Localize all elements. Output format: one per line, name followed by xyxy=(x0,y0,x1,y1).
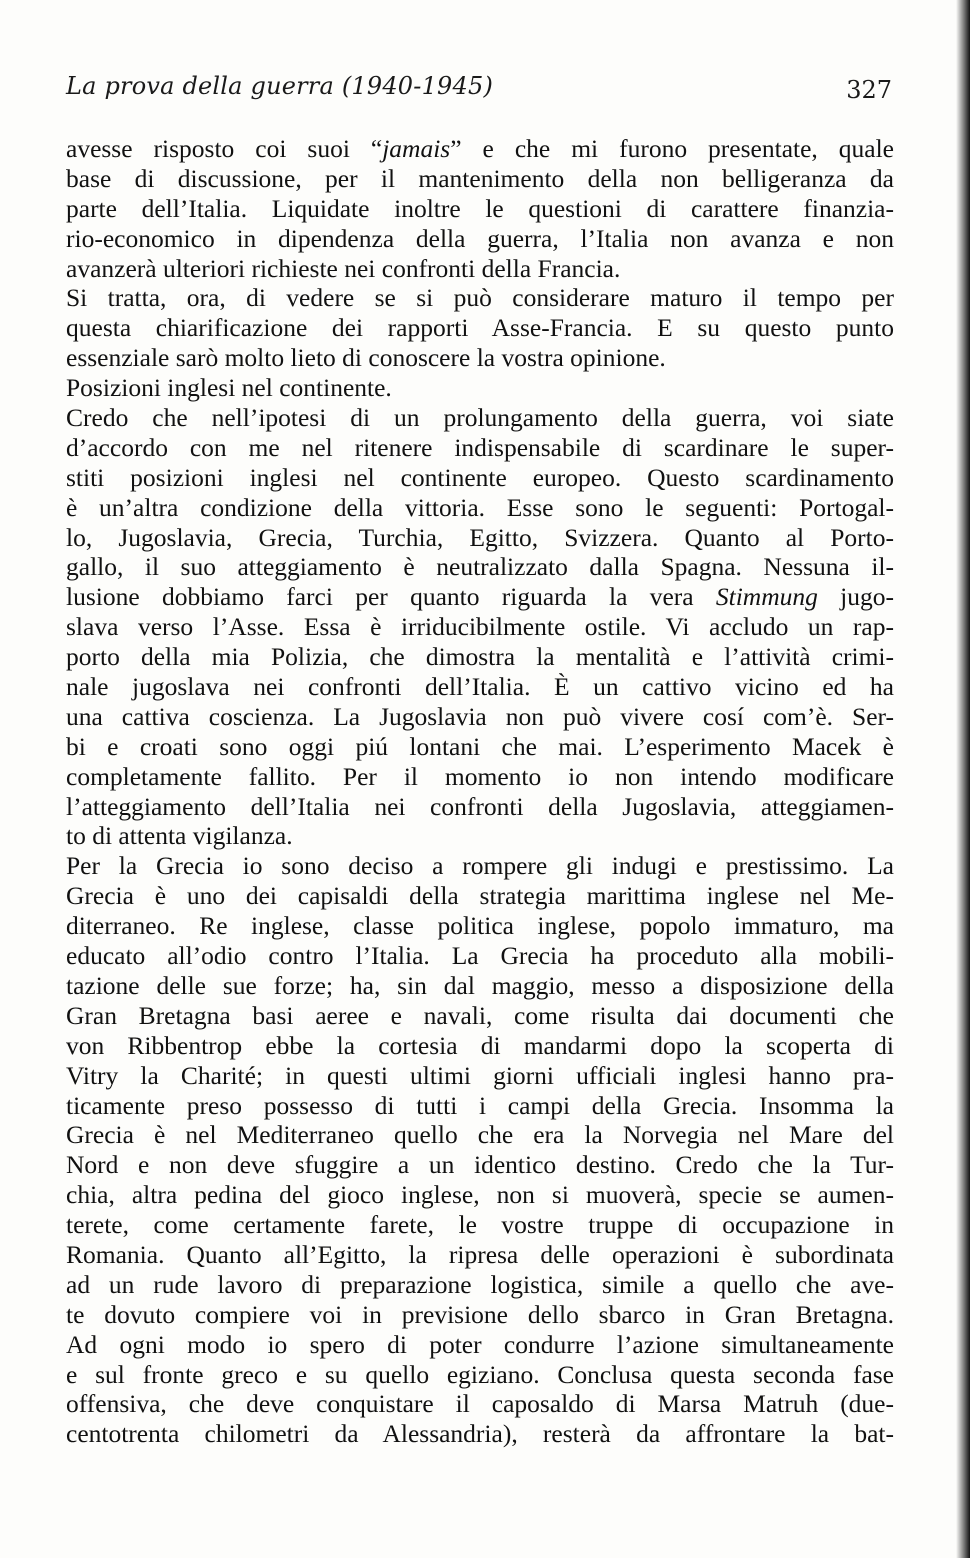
text-line xyxy=(66,702,894,732)
text-line xyxy=(66,1150,894,1180)
text-line xyxy=(66,1180,894,1210)
text-line xyxy=(66,1120,894,1150)
text-line xyxy=(66,224,894,254)
text-line xyxy=(66,1210,894,1240)
text-line xyxy=(66,463,894,493)
text-run: educato all’odio contro l’Italia. La Grecia ha proceduto alla mobili- xyxy=(66,941,894,971)
text-line xyxy=(66,1419,894,1449)
text-run: Si tratta, ora, di vedere se si può considerare maturo il tempo per xyxy=(66,283,894,313)
page-edge-shadow xyxy=(956,0,970,1558)
text-line xyxy=(66,343,894,373)
text-line xyxy=(66,851,894,881)
text-run: Gran Bretagna basi aeree e navali, come risulta dai documenti che xyxy=(66,1000,894,1030)
text-line xyxy=(66,283,894,313)
text-line xyxy=(66,732,894,762)
text-run: jugo- xyxy=(817,582,894,612)
text-run: completamente fallito. Per il momento io non intendo modificare xyxy=(66,761,894,791)
text-run: l’atteggiamento dell’Italia nei confronti della Jugoslavia, atteggiamen- xyxy=(66,791,894,821)
text-run: von Ribbentrop ebbe la cortesia di mandarmi dopo la scoperta di xyxy=(66,1030,894,1060)
text-line xyxy=(66,911,894,941)
text-line xyxy=(66,821,894,851)
text-run: chia, altra pedina del gioco inglese, non si muoverà, specie se aumen- xyxy=(66,1180,894,1210)
text-run: bi e croati sono oggi piú lontani che mai. L’esperimento Macek è xyxy=(66,731,894,761)
text-run: Grecia è uno dei capisaldi della strategia marittima inglese nel Me- xyxy=(66,881,894,911)
text-run: terete, come certamente farete, le vostre truppe di occupazione in xyxy=(66,1210,894,1240)
text-line xyxy=(66,523,894,553)
text-run: Vitry la Charité; in questi ultimi giorni ufficiali inglesi hanno pra- xyxy=(66,1060,894,1090)
text-line xyxy=(66,313,894,343)
text-line xyxy=(66,1031,894,1061)
text-run: parte dell’Italia. Liquidate inoltre le questioni di carattere finanzia- xyxy=(66,193,894,223)
text-line xyxy=(66,164,894,194)
text-line xyxy=(66,1001,894,1031)
text-line xyxy=(66,582,894,612)
text-line xyxy=(66,134,894,164)
text-run: avesse risposto coi suoi “ xyxy=(66,134,383,163)
text-line xyxy=(66,672,894,702)
text-line xyxy=(66,642,894,672)
text-run: avanzerà ulteriori richieste nei confronti della Francia. xyxy=(66,253,621,283)
text-run: ad un rude lavoro di preparazione logistica, simile a quello che ave- xyxy=(66,1269,894,1299)
running-head xyxy=(66,72,892,112)
text-run: base di discussione, per il mantenimento della non belligeranza da xyxy=(66,163,894,193)
text-run: gallo, il suo atteggiamento è neutralizzato dalla Spagna. Nessuna il- xyxy=(66,552,894,582)
text-line xyxy=(66,403,894,433)
text-line xyxy=(66,792,894,822)
text-run: rio-economico in dipendenza della guerra, l’Italia non avanza e non xyxy=(66,223,894,253)
text-run: Per la Grecia io sono deciso a rompere gli indugi e prestissimo. La xyxy=(66,851,894,881)
text-run: Posizioni inglesi nel continente. xyxy=(66,373,392,403)
text-line xyxy=(66,1270,894,1300)
text-run: è un’altra condizione della vittoria. Esse sono le seguenti: Portogal- xyxy=(66,492,894,522)
text-run: nale jugoslava nei confronti dell’Italia. È un cattivo vicino ed ha xyxy=(66,672,894,702)
text-line xyxy=(66,971,894,1001)
italic-term: jamais xyxy=(382,134,451,163)
text-line xyxy=(66,1300,894,1330)
text-line xyxy=(66,1240,894,1270)
text-run: offensiva, che deve conquistare il caposaldo di Marsa Matruh (due- xyxy=(66,1389,894,1419)
text-line xyxy=(66,493,894,523)
text-run: e sul fronte greco e su quello egiziano. Conclusa questa seconda fase xyxy=(66,1359,894,1389)
text-line xyxy=(66,881,894,911)
text-line xyxy=(66,433,894,463)
text-run: lo, Jugoslavia, Grecia, Turchia, Egitto, Svizzera. Quanto al Porto- xyxy=(66,522,894,552)
text-run: slava verso l’Asse. Essa è irriducibilmente ostile. Vi accludo un rap- xyxy=(66,612,894,642)
text-line xyxy=(66,1389,894,1419)
text-line xyxy=(66,762,894,792)
text-run: ticamente preso possesso di tutti i campi della Grecia. Insomma la xyxy=(66,1090,894,1120)
text-line xyxy=(66,941,894,971)
text-run: lusione dobbiamo farci per quanto riguarda la vera xyxy=(66,582,716,612)
text-line xyxy=(66,1360,894,1390)
text-run: d’accordo con me nel ritenere indispensabile di scardinare le super- xyxy=(66,432,894,462)
body-text xyxy=(66,134,894,1449)
text-line xyxy=(66,1091,894,1121)
text-run: tazione delle sue forze; ha, sin dal maggio, messo a disposizione della xyxy=(66,970,894,1000)
text-line xyxy=(66,373,894,403)
text-run: questa chiarificazione dei rapporti Asse-Francia. E su questo punto xyxy=(66,313,894,343)
text-run: ” e che mi furono presentate, quale xyxy=(450,134,894,163)
text-run: centotrenta chilometri da Alessandria), resterà da affrontare la bat- xyxy=(66,1419,894,1449)
text-run: una cattiva coscienza. La Jugoslavia non può vivere cosí com’è. Ser- xyxy=(66,701,894,731)
text-line xyxy=(66,194,894,224)
text-line xyxy=(66,612,894,642)
text-run: stiti posizioni inglesi nel continente europeo. Questo scardinamento xyxy=(66,462,894,492)
text-run: Grecia è nel Mediterraneo quello che era la Norvegia nel Mare del xyxy=(66,1120,894,1150)
text-run: diterraneo. Re inglese, classe politica inglese, popolo immaturo, ma xyxy=(66,911,894,941)
text-line xyxy=(66,1330,894,1360)
text-run: to di attenta vigilanza. xyxy=(66,821,293,851)
text-run: essenziale sarò molto lieto di conoscere la vostra opinione. xyxy=(66,343,666,373)
text-run: te dovuto compiere voi in previsione dello sbarco in Gran Bretagna. xyxy=(66,1299,894,1329)
running-title: La prova della guerra (1940-1945) xyxy=(66,72,494,100)
text-run: porto della mia Polizia, che dimostra la mentalità e l’attività crimi- xyxy=(66,642,894,672)
text-line xyxy=(66,1061,894,1091)
text-run: Credo che nell’ipotesi di un prolungamento della guerra, voi siate xyxy=(66,403,894,433)
text-run: Ad ogni modo io spero di poter condurre l’azione simultaneamente xyxy=(66,1329,894,1359)
text-line xyxy=(66,254,894,284)
text-line xyxy=(66,552,894,582)
text-run: Nord e non deve sfuggire a un identico destino. Credo che la Tur- xyxy=(66,1150,894,1180)
page-number: 327 xyxy=(846,76,892,104)
italic-term: Stimmung xyxy=(715,582,818,612)
text-run: Romania. Quanto all’Egitto, la ripresa delle operazioni è subordinata xyxy=(66,1239,894,1269)
